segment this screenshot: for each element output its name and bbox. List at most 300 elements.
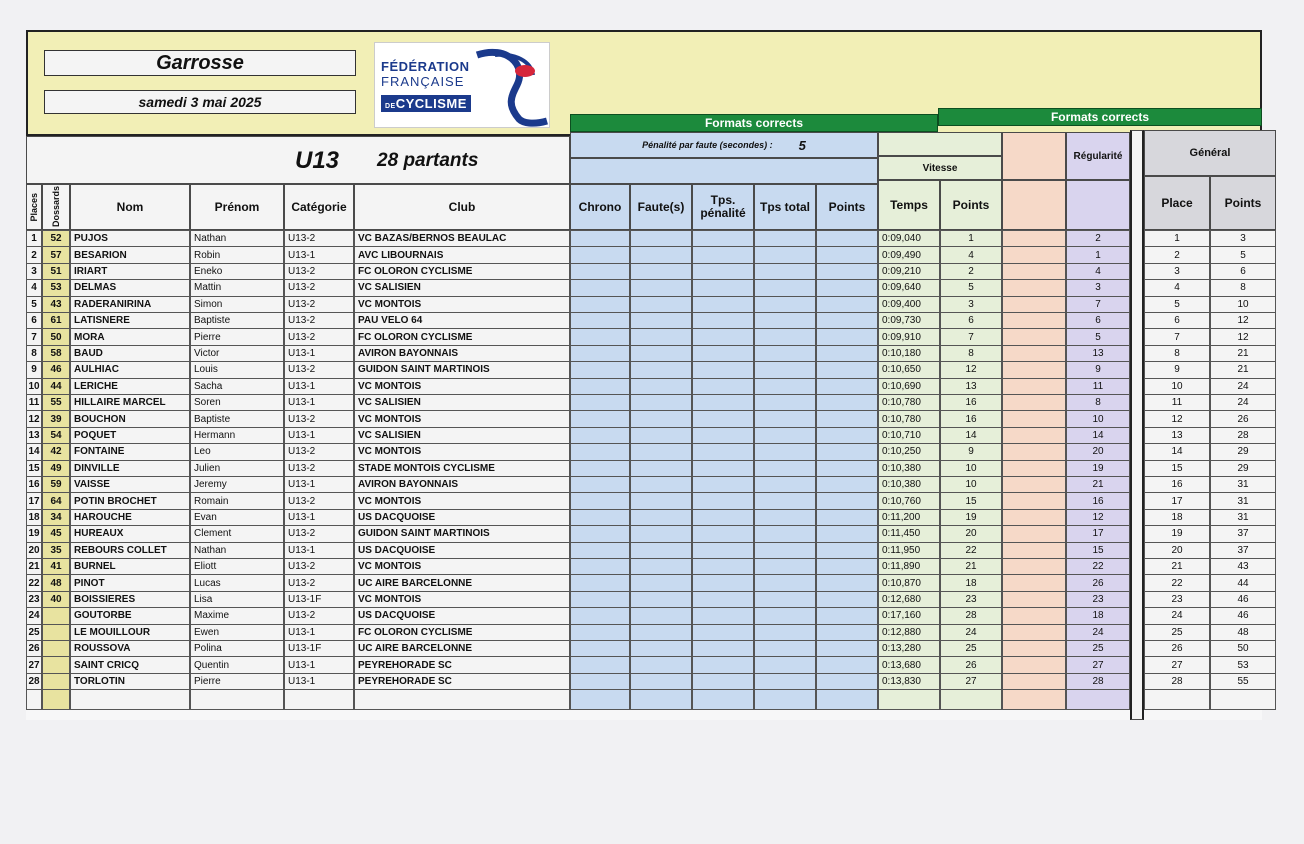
speed-points-cell: 21 xyxy=(940,558,1002,575)
firstname-cell: Romain xyxy=(190,492,284,509)
regularity-cell: 11 xyxy=(1066,378,1130,395)
total-time-cell xyxy=(754,673,816,690)
firstname-cell: Soren xyxy=(190,394,284,411)
firstname-cell: Hermann xyxy=(190,427,284,444)
penalty-time-cell xyxy=(692,640,754,657)
points-cell xyxy=(816,673,878,690)
col-points: Points xyxy=(816,184,878,230)
blank-peach-cell xyxy=(1002,328,1066,345)
penalty-value: 5 xyxy=(798,137,806,153)
points-cell xyxy=(816,607,878,624)
category-title: U13 xyxy=(295,146,340,174)
name-cell: VAISSE xyxy=(70,476,190,493)
category-cell: U13-2 xyxy=(284,525,354,542)
total-time-cell xyxy=(754,443,816,460)
penalty-time-cell xyxy=(692,246,754,263)
name-cell: PINOT xyxy=(70,574,190,591)
category-cell: U13-1F xyxy=(284,591,354,608)
faults-cell xyxy=(630,574,692,591)
penalty-time-cell xyxy=(692,607,754,624)
place-cell: 25 xyxy=(26,624,42,641)
bib-cell: 42 xyxy=(42,443,70,460)
firstname-cell: Nathan xyxy=(190,542,284,559)
col-chrono: Chrono xyxy=(570,184,630,230)
general-place-cell: 3 xyxy=(1144,263,1210,280)
points-cell xyxy=(816,476,878,493)
points-cell xyxy=(816,263,878,280)
club-cell: PEYREHORADE SC xyxy=(354,673,570,690)
firstname-cell: Simon xyxy=(190,296,284,313)
club-cell: VC MONTOIS xyxy=(354,296,570,313)
penalty-time-cell xyxy=(692,312,754,329)
chrono-cell xyxy=(570,591,630,608)
empty-row-cell xyxy=(940,689,1002,709)
club-cell: PAU VELO 64 xyxy=(354,312,570,329)
club-cell: VC SALISIEN xyxy=(354,427,570,444)
regularity-cell: 24 xyxy=(1066,624,1130,641)
bib-cell: 57 xyxy=(42,246,70,263)
chrono-cell xyxy=(570,542,630,559)
faults-cell xyxy=(630,492,692,509)
penalty-time-cell xyxy=(692,394,754,411)
club-cell: AVIRON BAYONNAIS xyxy=(354,476,570,493)
category-cell: U13-2 xyxy=(284,279,354,296)
time-cell: 0:10,690 xyxy=(878,378,940,395)
points-cell xyxy=(816,656,878,673)
chrono-cell xyxy=(570,345,630,362)
firstname-cell: Mattin xyxy=(190,279,284,296)
general-points-cell: 5 xyxy=(1210,246,1276,263)
regularity-cell: 2 xyxy=(1066,230,1130,247)
bib-cell: 64 xyxy=(42,492,70,509)
chrono-cell xyxy=(570,312,630,329)
name-cell: MORA xyxy=(70,328,190,345)
penalty-setting xyxy=(570,132,878,158)
club-cell: VC MONTOIS xyxy=(354,492,570,509)
chrono-cell xyxy=(570,443,630,460)
faults-cell xyxy=(630,443,692,460)
regularity-cell: 22 xyxy=(1066,558,1130,575)
firstname-cell: Julien xyxy=(190,460,284,477)
time-cell: 0:09,730 xyxy=(878,312,940,329)
empty-row-cell xyxy=(42,689,70,709)
total-time-cell xyxy=(754,525,816,542)
bib-cell: 58 xyxy=(42,345,70,362)
place-cell: 16 xyxy=(26,476,42,493)
points-cell xyxy=(816,640,878,657)
faults-cell xyxy=(630,640,692,657)
penalty-time-cell xyxy=(692,279,754,296)
points-cell xyxy=(816,624,878,641)
blank-peach-cell xyxy=(1002,394,1066,411)
name-cell: LE MOUILLOUR xyxy=(70,624,190,641)
speed-points-cell: 4 xyxy=(940,246,1002,263)
time-cell: 0:10,870 xyxy=(878,574,940,591)
total-time-cell xyxy=(754,230,816,247)
time-cell: 0:10,650 xyxy=(878,361,940,378)
time-cell: 0:09,910 xyxy=(878,328,940,345)
regularity-cell: 18 xyxy=(1066,607,1130,624)
category-cell: U13-2 xyxy=(284,361,354,378)
place-cell: 15 xyxy=(26,460,42,477)
place-cell: 27 xyxy=(26,656,42,673)
general-points-cell: 6 xyxy=(1210,263,1276,280)
name-cell: REBOURS COLLET xyxy=(70,542,190,559)
blank-peach-cell xyxy=(1002,296,1066,313)
club-cell: VC MONTOIS xyxy=(354,410,570,427)
regularity-cell: 4 xyxy=(1066,263,1130,280)
club-cell: VC MONTOIS xyxy=(354,558,570,575)
regularity-cell: 5 xyxy=(1066,328,1130,345)
chrono-cell xyxy=(570,328,630,345)
general-place-cell: 17 xyxy=(1144,492,1210,509)
empty-row-cell xyxy=(1066,689,1130,709)
empty-row-cell xyxy=(1002,689,1066,709)
chrono-cell xyxy=(570,607,630,624)
general-header: Général xyxy=(1144,130,1276,176)
firstname-cell: Pierre xyxy=(190,673,284,690)
name-cell: ROUSSOVA xyxy=(70,640,190,657)
blank-peach-cell xyxy=(1002,476,1066,493)
general-points-cell: 21 xyxy=(1210,361,1276,378)
place-cell: 14 xyxy=(26,443,42,460)
total-time-cell xyxy=(754,328,816,345)
place-cell: 2 xyxy=(26,246,42,263)
category-cell: U13-1 xyxy=(284,246,354,263)
regularity-cell: 1 xyxy=(1066,246,1130,263)
penalty-time-cell xyxy=(692,492,754,509)
bib-cell: 51 xyxy=(42,263,70,280)
name-cell: BESARION xyxy=(70,246,190,263)
blank-peach-cell xyxy=(1002,673,1066,690)
club-cell: AVIRON BAYONNAIS xyxy=(354,345,570,362)
faults-cell xyxy=(630,427,692,444)
starters-count: 28 partants xyxy=(377,149,479,171)
time-cell: 0:10,380 xyxy=(878,476,940,493)
name-cell: DELMAS xyxy=(70,279,190,296)
time-cell: 0:09,490 xyxy=(878,246,940,263)
name-cell: TORLOTIN xyxy=(70,673,190,690)
club-cell: UC AIRE BARCELONNE xyxy=(354,574,570,591)
points-cell xyxy=(816,345,878,362)
faults-cell xyxy=(630,624,692,641)
faults-cell xyxy=(630,673,692,690)
penalty-time-cell xyxy=(692,656,754,673)
blank-peach-cell xyxy=(1002,279,1066,296)
col-faults: Faute(s) xyxy=(630,184,692,230)
bib-cell: 34 xyxy=(42,509,70,526)
place-cell: 5 xyxy=(26,296,42,313)
name-cell: PUJOS xyxy=(70,230,190,247)
time-cell: 0:10,250 xyxy=(878,443,940,460)
chrono-cell xyxy=(570,296,630,313)
place-cell: 21 xyxy=(26,558,42,575)
logo-line-3: DECYCLISME xyxy=(381,95,471,112)
name-cell: RADERANIRINA xyxy=(70,296,190,313)
chrono-cell xyxy=(570,476,630,493)
firstname-cell: Quentin xyxy=(190,656,284,673)
category-cell: U13-1 xyxy=(284,673,354,690)
ffc-logo xyxy=(374,42,550,128)
place-cell: 6 xyxy=(26,312,42,329)
total-time-cell xyxy=(754,476,816,493)
chrono-cell xyxy=(570,673,630,690)
penalty-time-cell xyxy=(692,525,754,542)
total-time-cell xyxy=(754,410,816,427)
club-cell: STADE MONTOIS CYCLISME xyxy=(354,460,570,477)
category-cell: U13-1 xyxy=(284,624,354,641)
general-points-cell: 46 xyxy=(1210,591,1276,608)
place-cell: 18 xyxy=(26,509,42,526)
regularity-cell: 25 xyxy=(1066,640,1130,657)
empty-row-cell xyxy=(284,689,354,709)
general-points-cell: 8 xyxy=(1210,279,1276,296)
faults-cell xyxy=(630,328,692,345)
general-place-cell: 6 xyxy=(1144,312,1210,329)
general-points-cell: 53 xyxy=(1210,656,1276,673)
col-blank-peach xyxy=(1002,180,1066,230)
general-points-cell: 46 xyxy=(1210,607,1276,624)
speed-points-cell: 23 xyxy=(940,591,1002,608)
bib-cell xyxy=(42,607,70,624)
category-cell: U13-1 xyxy=(284,427,354,444)
col-places: Places xyxy=(26,184,42,230)
points-cell xyxy=(816,378,878,395)
points-cell xyxy=(816,410,878,427)
place-cell: 3 xyxy=(26,263,42,280)
faults-cell xyxy=(630,246,692,263)
speed-points-cell: 14 xyxy=(940,427,1002,444)
speed-points-cell: 10 xyxy=(940,476,1002,493)
time-cell: 0:11,450 xyxy=(878,525,940,542)
name-cell: FONTAINE xyxy=(70,443,190,460)
chrono-cell xyxy=(570,230,630,247)
time-cell: 0:12,680 xyxy=(878,591,940,608)
place-cell: 28 xyxy=(26,673,42,690)
penalty-time-cell xyxy=(692,624,754,641)
general-points-cell: 26 xyxy=(1210,410,1276,427)
chrono-cell xyxy=(570,279,630,296)
total-time-cell xyxy=(754,345,816,362)
general-points-cell: 29 xyxy=(1210,460,1276,477)
total-time-cell xyxy=(754,607,816,624)
total-time-cell xyxy=(754,574,816,591)
general-place-cell: 12 xyxy=(1144,410,1210,427)
speed-points-cell: 20 xyxy=(940,525,1002,542)
chrono-cell xyxy=(570,558,630,575)
faults-cell xyxy=(630,279,692,296)
club-cell: US DACQUOISE xyxy=(354,509,570,526)
general-points-cell: 31 xyxy=(1210,509,1276,526)
firstname-cell: Evan xyxy=(190,509,284,526)
points-cell xyxy=(816,427,878,444)
blank-peach-cell xyxy=(1002,345,1066,362)
col-total-time: Tps total xyxy=(754,184,816,230)
blank-peach-cell xyxy=(1002,492,1066,509)
blank-peach-cell xyxy=(1002,460,1066,477)
regularity-cell: 14 xyxy=(1066,427,1130,444)
category-cell: U13-2 xyxy=(284,607,354,624)
bib-cell: 39 xyxy=(42,410,70,427)
category-cell: U13-2 xyxy=(284,312,354,329)
category-cell: U13-1 xyxy=(284,378,354,395)
club-cell: US DACQUOISE xyxy=(354,607,570,624)
penalty-time-cell xyxy=(692,591,754,608)
points-cell xyxy=(816,296,878,313)
blank-peach-cell xyxy=(1002,312,1066,329)
firstname-cell: Ewen xyxy=(190,624,284,641)
blank-peach-cell xyxy=(1002,443,1066,460)
speed-points-cell: 13 xyxy=(940,378,1002,395)
points-cell xyxy=(816,443,878,460)
blank-peach-header xyxy=(1002,132,1066,180)
blank-peach-cell xyxy=(1002,656,1066,673)
category-cell: U13-2 xyxy=(284,558,354,575)
bib-cell: 46 xyxy=(42,361,70,378)
club-cell: VC MONTOIS xyxy=(354,443,570,460)
time-cell: 0:10,710 xyxy=(878,427,940,444)
general-place-cell: 2 xyxy=(1144,246,1210,263)
regularity-cell: 28 xyxy=(1066,673,1130,690)
general-points-cell: 31 xyxy=(1210,492,1276,509)
col-bibs: Dossards xyxy=(42,184,70,230)
points-cell xyxy=(816,312,878,329)
chrono-cell xyxy=(570,378,630,395)
speed-points-cell: 27 xyxy=(940,673,1002,690)
club-cell: VC MONTOIS xyxy=(354,591,570,608)
col-regularity xyxy=(1066,180,1130,230)
general-points-cell: 37 xyxy=(1210,525,1276,542)
chrono-cell xyxy=(570,492,630,509)
empty-row-cell xyxy=(354,689,570,709)
general-place-cell: 26 xyxy=(1144,640,1210,657)
regularity-cell: 7 xyxy=(1066,296,1130,313)
name-cell: BOUCHON xyxy=(70,410,190,427)
time-cell: 0:11,200 xyxy=(878,509,940,526)
firstname-cell: Lucas xyxy=(190,574,284,591)
bib-cell: 43 xyxy=(42,296,70,313)
club-cell: VC BAZAS/BERNOS BEAULAC xyxy=(354,230,570,247)
speed-points-cell: 9 xyxy=(940,443,1002,460)
club-cell: PEYREHORADE SC xyxy=(354,656,570,673)
bib-cell: 55 xyxy=(42,394,70,411)
faults-cell xyxy=(630,525,692,542)
place-cell: 23 xyxy=(26,591,42,608)
general-place-cell: 27 xyxy=(1144,656,1210,673)
total-time-cell xyxy=(754,624,816,641)
firstname-cell: Leo xyxy=(190,443,284,460)
name-cell: GOUTORBE xyxy=(70,607,190,624)
club-cell: FC OLORON CYCLISME xyxy=(354,328,570,345)
chrono-cell xyxy=(570,410,630,427)
cyclist-swoosh-icon xyxy=(467,45,551,129)
place-cell: 8 xyxy=(26,345,42,362)
general-points-cell: 24 xyxy=(1210,378,1276,395)
firstname-cell: Baptiste xyxy=(190,312,284,329)
empty-row-cell xyxy=(816,689,878,709)
general-place-cell: 16 xyxy=(1144,476,1210,493)
speed-points-cell: 2 xyxy=(940,263,1002,280)
speed-points-cell: 26 xyxy=(940,656,1002,673)
penalty-label: Pénalité par faute (secondes) : xyxy=(642,139,773,150)
chrono-cell xyxy=(570,525,630,542)
regularity-cell: 3 xyxy=(1066,279,1130,296)
general-points-cell: 50 xyxy=(1210,640,1276,657)
blank-peach-cell xyxy=(1002,591,1066,608)
bib-cell xyxy=(42,673,70,690)
faults-cell xyxy=(630,410,692,427)
col-penalty-time: Tps. pénalité xyxy=(692,184,754,230)
general-place-cell: 18 xyxy=(1144,509,1210,526)
empty-row-cell xyxy=(754,689,816,709)
general-points-cell: 55 xyxy=(1210,673,1276,690)
time-cell: 0:10,780 xyxy=(878,394,940,411)
speed-points-cell: 10 xyxy=(940,460,1002,477)
blank-peach-cell xyxy=(1002,640,1066,657)
firstname-cell: Louis xyxy=(190,361,284,378)
penalty-time-cell xyxy=(692,673,754,690)
faults-cell xyxy=(630,312,692,329)
speed-points-cell: 3 xyxy=(940,296,1002,313)
bib-cell xyxy=(42,656,70,673)
general-points-cell: 28 xyxy=(1210,427,1276,444)
club-cell: AVC LIBOURNAIS xyxy=(354,246,570,263)
place-cell: 11 xyxy=(26,394,42,411)
category-cell: U13-2 xyxy=(284,263,354,280)
club-cell: FC OLORON CYCLISME xyxy=(354,263,570,280)
firstname-cell: Baptiste xyxy=(190,410,284,427)
empty-row-cell xyxy=(70,689,190,709)
penalty-spacer xyxy=(570,158,878,184)
chrono-cell xyxy=(570,460,630,477)
total-time-cell xyxy=(754,246,816,263)
bib-cell: 50 xyxy=(42,328,70,345)
regularity-header: Régularité xyxy=(1066,132,1130,180)
category-cell: U13-2 xyxy=(284,460,354,477)
general-place-cell: 24 xyxy=(1144,607,1210,624)
regularity-cell: 10 xyxy=(1066,410,1130,427)
faults-cell xyxy=(630,394,692,411)
category-cell: U13-1 xyxy=(284,476,354,493)
bib-cell: 61 xyxy=(42,312,70,329)
penalty-time-cell xyxy=(692,558,754,575)
points-cell xyxy=(816,328,878,345)
empty-row-cell xyxy=(630,689,692,709)
blank-peach-cell xyxy=(1002,378,1066,395)
blank-peach-cell xyxy=(1002,574,1066,591)
place-cell: 9 xyxy=(26,361,42,378)
general-place-cell: 8 xyxy=(1144,345,1210,362)
faults-cell xyxy=(630,345,692,362)
total-time-cell xyxy=(754,656,816,673)
blank-peach-cell xyxy=(1002,246,1066,263)
name-cell: POQUET xyxy=(70,427,190,444)
speed-points-cell: 15 xyxy=(940,492,1002,509)
col-speed-points: Points xyxy=(940,180,1002,230)
blank-peach-cell xyxy=(1002,263,1066,280)
faults-cell xyxy=(630,361,692,378)
bib-cell: 49 xyxy=(42,460,70,477)
col-name: Nom xyxy=(70,184,190,230)
place-cell: 12 xyxy=(26,410,42,427)
bib-cell: 44 xyxy=(42,378,70,395)
empty-row-cell xyxy=(26,689,42,709)
chrono-cell xyxy=(570,509,630,526)
time-cell: 0:13,680 xyxy=(878,656,940,673)
general-place-cell: 4 xyxy=(1144,279,1210,296)
speed-points-cell: 7 xyxy=(940,328,1002,345)
time-cell: 0:09,400 xyxy=(878,296,940,313)
